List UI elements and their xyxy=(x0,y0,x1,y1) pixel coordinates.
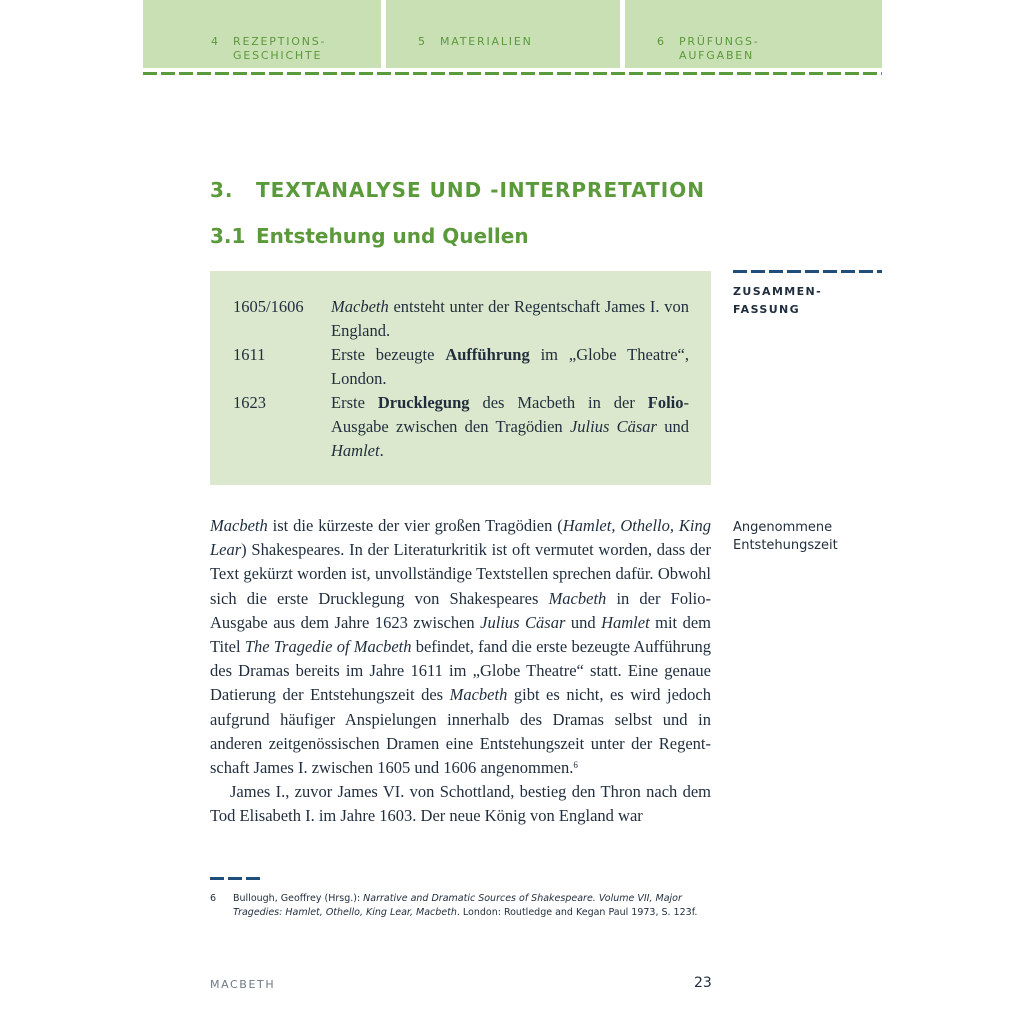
chapter-title xyxy=(210,178,705,202)
bold-span: Drucklegung xyxy=(377,393,470,412)
footnote-text: Bullough, Geoffrey (Hrsg.): Narrative and Dramatic Sources of Shakespeare. Volume VII, Major Tragedies: Hamlet, Othello, King Lear, Macbeth. London: Routledge and Kegan Paul 1973, S. 123f. xyxy=(233,893,698,918)
italic-span: Macbeth xyxy=(331,297,389,316)
italic-span: Julius Cäsar xyxy=(480,612,566,632)
margin-note: Angenommene Entstehungszeit xyxy=(733,520,838,553)
italic-span: Macbeth xyxy=(210,516,268,535)
italic-span: Hamlet xyxy=(331,441,380,460)
nav-tab-rezeptionsgeschichte[interactable] xyxy=(143,0,381,68)
footnote xyxy=(210,892,730,920)
page-number: 23 xyxy=(694,975,712,991)
nav-divider xyxy=(143,72,882,75)
italic-span: Macbeth xyxy=(548,588,607,608)
timeline-year: 1605/1606 xyxy=(233,297,304,316)
nav-tab-materialien[interactable] xyxy=(386,0,620,68)
italic-span: Narrative and Dramatic Sources of Shakespeare. Volume VII, Major Tragedies: Hamlet, Othello, King Lear, Macbeth xyxy=(233,893,682,918)
nav-tab-number: 5 xyxy=(418,35,427,48)
timeline-text: Erste bezeugte Aufführung im „Globe Theatre“, London. xyxy=(331,345,689,388)
nav-tab-label: REZEPTIONS- GESCHICHTE xyxy=(233,35,327,62)
italic-span: Julius Cäsar xyxy=(569,417,657,436)
nav-tab-number: 6 xyxy=(657,35,666,48)
section-title xyxy=(210,224,529,248)
section-number: 3.1 xyxy=(210,224,246,248)
footnote-ref[interactable]: 6 xyxy=(573,760,578,771)
timeline-text: Macbeth entsteht unter der Regentschaft James I. von England. xyxy=(331,297,689,340)
section-title-text: Entstehung und Quellen xyxy=(256,224,529,248)
margin-divider xyxy=(733,270,882,273)
italic-span: Hamlet, Othello, King Lear xyxy=(210,516,711,560)
body-paragraph: Macbeth ist die kürzeste der vier großen Tragödien (Hamlet, Othello, King Lear) Shakespeares. In der Literaturkritik ist oft vermutet worden, dass der Text gekürzt worden ist, unvollständige Textstellen sprechen dafür. Obwohl sich die erste Drucklegung von Shakespeares Macbeth in der Folio-Ausgabe aus dem Jahre 1623 zwischen Julius Cäsar und Hamlet mit dem Titel The Tragedie of Macbeth befindet, fand die erste bezeugte Aufführung des Dramas bereits im Jahre 1611 im „Globe Theatre“ statt. Eine genaue Datierung der Entstehungszeit des Macbeth gibt es nicht, es wird jedoch aufgrund häufiger Anspielungen innerhalb des Dramas selbst und in anderen zeitgenössischen Dramen eine Entstehungszeit unter der Regentschaft James I. zwischen 1605 und 1606 angenommen.$^6$ xyxy=(210,516,712,778)
italic-span: Hamlet xyxy=(601,612,650,632)
chapter-number: 3. xyxy=(210,178,234,202)
nav-tab-label: PRÜFUNGS- AUFGABEN xyxy=(679,35,760,62)
bold-span: Folio xyxy=(647,393,684,412)
italic-span: The Tragedie of Macbeth xyxy=(244,637,412,657)
nav-tab-pruefungsaufgaben[interactable] xyxy=(625,0,882,68)
nav-tab-number: 4 xyxy=(211,35,220,48)
bold-span: Aufführung xyxy=(445,345,530,364)
footer-title: MACBETH xyxy=(210,978,276,991)
summary-box xyxy=(210,271,711,485)
italic-span: Macbeth xyxy=(449,685,508,705)
body-paragraph: James I., zuvor James VI. von Schottland, bestieg den Thron nach dem Tod Elisabeth I. im Jahre 1603. Der neue König von England war xyxy=(210,782,711,826)
timeline-year: 1623 xyxy=(233,393,266,412)
nav-tab-label: MATERIALIEN xyxy=(440,35,533,48)
body-text xyxy=(210,514,711,829)
footnote-number: 6 xyxy=(210,893,217,904)
margin-label-zusammenfassung: ZUSAMMEN- FASSUNG xyxy=(733,285,823,316)
footnote-divider xyxy=(210,877,264,880)
chapter-title-text: TEXTANALYSE UND -INTERPRETATION xyxy=(256,178,705,202)
timeline-year: 1611 xyxy=(233,345,266,364)
timeline-text: Erste Drucklegung des Macbeth in der Folio-Ausgabe zwischen den Tragödien Julius Cäsar und Hamlet. xyxy=(331,393,689,460)
